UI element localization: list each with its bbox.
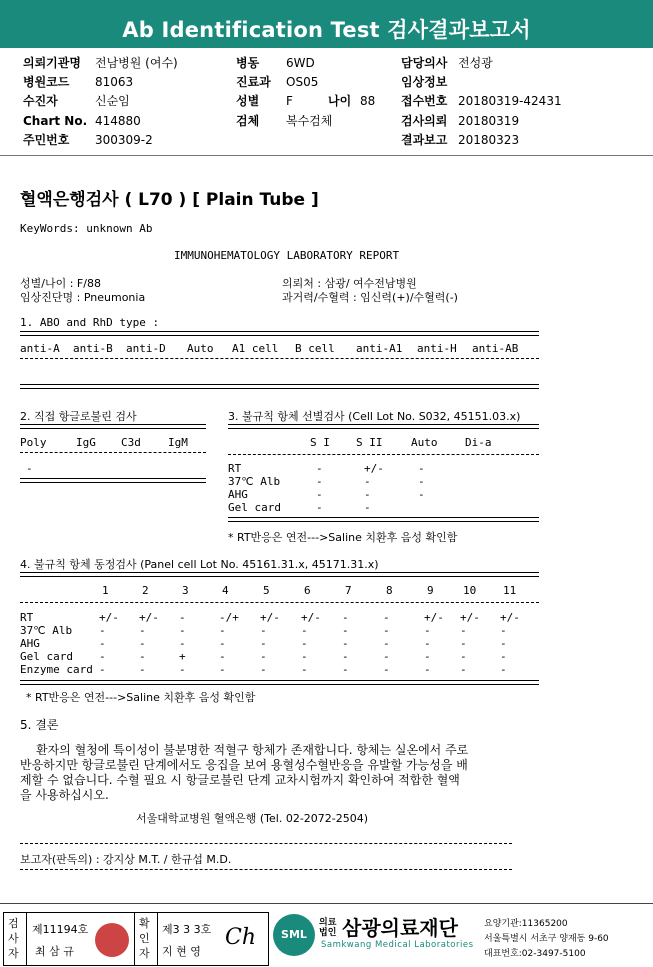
keywords: KeyWords: unknown Ab: [20, 222, 153, 235]
abo-header: anti-A: [20, 342, 60, 355]
info-value: 81063: [95, 75, 134, 89]
panel-cell: -: [219, 650, 226, 663]
panel-cell: -: [500, 624, 507, 637]
lab-title: IMMUNOHEMATOLOGY LABORATORY REPORT: [174, 249, 400, 262]
vertical-char: 자: [139, 947, 150, 960]
vertical-char: 검: [8, 917, 19, 930]
info-label: 임상정보: [401, 75, 448, 89]
panel-cell: +/-: [260, 611, 280, 624]
info-label: Chart No.: [23, 114, 88, 128]
screen-cell: -: [316, 462, 323, 475]
inspector-label: [8, 916, 20, 961]
sex-age: 성별/나이 : F/88: [20, 277, 101, 290]
panel-cell: -: [460, 624, 467, 637]
panel-header: 11: [503, 584, 517, 597]
screen-cell: -: [364, 488, 371, 501]
info-label: 병동: [236, 56, 260, 70]
info-value: 414880: [95, 114, 141, 128]
panel-cell: +/-: [301, 611, 321, 624]
conclusion-line: 반응하지만 항글로불린 단계에서도 응집을 보여 용혈성수혈반응을 유발할 가능성을 배: [20, 758, 468, 772]
hospital-contact: 서울대학교병원 혈액은행 (Tel. 02-2072-2504): [136, 812, 369, 825]
info-value: 300309-2: [95, 133, 153, 147]
dat-title: 2. 직접 항글로불린 검사: [20, 410, 137, 423]
panel-cell: -: [424, 624, 431, 637]
info-value: 전성광: [458, 56, 493, 70]
conclusion-line: 제할 수 없습니다. 수혈 필요 시 항글로불린 단계 교차시험까지 확인하여 적합한 혈액: [20, 773, 460, 787]
panel-cell: -: [342, 637, 349, 650]
dat-top-line: [20, 424, 206, 429]
panel-cell: +/-: [460, 611, 480, 624]
inspector-label-cell: [4, 913, 27, 965]
panel-row-name: RT: [20, 611, 34, 624]
panel-cell: -: [383, 650, 390, 663]
info-value: 신순임: [95, 94, 130, 108]
panel-cell: -: [99, 637, 106, 650]
panel-header: 10: [463, 584, 477, 597]
screen-title: 3. 불규칙 항체 선별검사 (Cell Lot No. S032, 45151.03.x): [228, 410, 521, 423]
panel-cell: +/-: [99, 611, 119, 624]
panel-cell: -: [460, 637, 467, 650]
corp-label: [319, 918, 336, 938]
screen-cell: -: [364, 475, 371, 488]
panel-cell: +/-: [500, 611, 520, 624]
panel-header: 4: [222, 584, 229, 597]
dat-header: C3d: [121, 436, 141, 449]
info-value: 20180323: [458, 133, 520, 147]
panel-header: 1: [102, 584, 109, 597]
panel-cell: -/+: [219, 611, 239, 624]
panel-cell: -: [460, 663, 467, 676]
panel-cell: +/-: [424, 611, 444, 624]
footer-divider: [0, 903, 653, 904]
diagnosis: 임상진단명 : Pneumonia: [20, 291, 146, 304]
info-label: 의뢰기관명: [23, 56, 81, 70]
panel-cell: -: [383, 637, 390, 650]
panel-cell: -: [301, 663, 308, 676]
section-title: 혈액은행검사 ( L70 ) [ Plain Tube ]: [20, 190, 319, 210]
age-label: 나이: [328, 94, 352, 108]
panel-cell: -: [139, 663, 146, 676]
report-header: [0, 0, 653, 48]
reporter-bottom-line: [20, 869, 512, 870]
dat-header: IgM: [168, 436, 188, 449]
conclusion-title: 5. 결론: [20, 718, 59, 732]
panel-cell: -: [179, 637, 186, 650]
history: 과거력/수혈력 : 임신력(+)/수혈력(-): [282, 291, 458, 304]
panel-cell: -: [139, 637, 146, 650]
screen-cell: -: [316, 488, 323, 501]
info-value: OS05: [286, 75, 319, 89]
abo-header: anti-D: [126, 342, 166, 355]
panel-header: 2: [142, 584, 149, 597]
inspector-number: 제11194호: [32, 923, 89, 936]
info-label: 검사의뢰: [401, 114, 448, 128]
report-title: Ab Identification Test 검사결과보고서: [122, 18, 531, 42]
reporter-top-line: [20, 843, 512, 844]
conclusion-line: 을 사용하십시오.: [20, 788, 109, 802]
abo-header: anti-A1: [356, 342, 403, 355]
info-value: 20180319: [458, 114, 520, 128]
screen-header: Di-a: [465, 436, 492, 449]
info-label: 수진자: [23, 94, 58, 108]
org-code: 요양기관:11365200: [484, 919, 568, 929]
panel-bottom-line: [20, 680, 539, 685]
panel-cell: -: [383, 611, 390, 624]
screen-cell: -: [418, 475, 425, 488]
panel-cell: -: [179, 624, 186, 637]
screen-mid-line: [228, 454, 539, 455]
screen-cell: +/-: [364, 462, 384, 475]
info-label: 진료과: [236, 75, 271, 89]
confirm-number: 제3 3 3호: [162, 923, 212, 936]
panel-row-name: Gel card: [20, 650, 73, 663]
abo-mid-line: [20, 358, 539, 359]
inspector-seal: [95, 923, 129, 957]
panel-cell: -: [342, 650, 349, 663]
panel-cell: -: [383, 624, 390, 637]
info-label: 담당의사: [401, 56, 448, 70]
screen-row-name: 37℃ Alb: [228, 475, 281, 488]
abo-top-line: [20, 331, 539, 336]
dat-mid-line: [20, 452, 206, 453]
panel-cell: -: [460, 650, 467, 663]
confirm-name: 지 현 영: [162, 945, 201, 958]
panel-title: 4. 불규칙 항체 동정검사 (Panel cell Lot No. 45161.31.x, 45171.31.x): [20, 558, 379, 571]
vertical-char: 확: [139, 917, 150, 930]
abo-title: 1. ABO and RhD type :: [20, 316, 160, 329]
panel-cell: -: [500, 663, 507, 676]
info-value: 복수검체: [286, 114, 333, 128]
corp-label-2: 법인: [319, 928, 337, 938]
company-name: 삼광의료재단: [342, 916, 458, 940]
age-value: 88: [360, 94, 376, 108]
dat-header: IgG: [76, 436, 96, 449]
panel-header: 9: [427, 584, 434, 597]
panel-cell: -: [219, 637, 226, 650]
screen-row-name: AHG: [228, 488, 248, 501]
panel-row-name: Enzyme card: [20, 663, 93, 676]
screen-header: S II: [356, 436, 383, 449]
abo-header: Auto: [187, 342, 214, 355]
abo-header: B cell: [295, 342, 335, 355]
abo-bottom-line: [20, 384, 539, 389]
panel-cell: -: [342, 624, 349, 637]
panel-cell: -: [219, 663, 226, 676]
confirm-label: [139, 916, 151, 961]
info-label: 성별: [236, 94, 260, 108]
panel-cell: -: [260, 637, 267, 650]
abo-header: anti-AB: [472, 342, 519, 355]
panel-cell: +: [179, 650, 186, 663]
screen-header: S I: [310, 436, 330, 449]
vertical-char: 인: [139, 932, 150, 945]
screen-cell: -: [364, 501, 371, 514]
panel-cell: -: [301, 624, 308, 637]
screen-header: Auto: [411, 436, 438, 449]
panel-cell: -: [260, 650, 267, 663]
inspector-name: 최 삼 규: [35, 945, 74, 958]
panel-row-name: 37℃ Alb: [20, 624, 73, 637]
confirm-label-cell: [134, 913, 158, 965]
panel-mid-line: [20, 602, 539, 603]
screen-bottom-line: [228, 517, 539, 522]
info-divider: [0, 155, 653, 156]
dat-bottom-line: [20, 478, 206, 483]
panel-cell: -: [260, 663, 267, 676]
company-phone: 대표번호:02-3497-5100: [484, 949, 586, 959]
info-label: 병원코드: [23, 75, 70, 89]
dat-result: -: [26, 462, 33, 475]
info-value: 6WD: [286, 56, 315, 70]
info-value: 전남병원 (여수): [95, 56, 178, 70]
panel-cell: -: [260, 624, 267, 637]
abo-header: anti-H: [417, 342, 457, 355]
panel-cell: -: [219, 624, 226, 637]
screen-cell: -: [316, 501, 323, 514]
signature: Ch: [225, 925, 257, 950]
screen-row-name: Gel card: [228, 501, 281, 514]
rt-note: * RT반응은 연전--->Saline 치환후 음성 확인함: [228, 531, 458, 544]
screen-cell: -: [418, 462, 425, 475]
panel-cell: -: [301, 637, 308, 650]
company-en: Samkwang Medical Laboratories: [321, 940, 474, 950]
panel-cell: -: [179, 663, 186, 676]
panel-cell: -: [99, 663, 106, 676]
panel-cell: -: [99, 624, 106, 637]
info-label: 검체: [236, 114, 260, 128]
panel-cell: -: [139, 624, 146, 637]
info-label: 결과보고: [401, 133, 448, 147]
panel-cell: -: [139, 650, 146, 663]
info-label: 접수번호: [401, 94, 448, 108]
company-address: 서울특별시 서초구 양재동 9-60: [484, 934, 609, 944]
panel-cell: -: [99, 650, 106, 663]
abo-header: A1 cell: [232, 342, 279, 355]
signature-box: [3, 912, 269, 966]
screen-cell: -: [418, 488, 425, 501]
panel-cell: -: [342, 663, 349, 676]
reporter: 보고자(판독의) : 강지상 M.T. / 한규섭 M.D.: [20, 853, 232, 866]
panel-row-name: AHG: [20, 637, 40, 650]
info-label: 주민번호: [23, 133, 70, 147]
panel-cell: -: [500, 650, 507, 663]
panel-cell: -: [179, 611, 186, 624]
panel-cell: -: [342, 611, 349, 624]
panel-cell: +/-: [139, 611, 159, 624]
screen-cell: -: [316, 475, 323, 488]
panel-header: 7: [345, 584, 352, 597]
panel-cell: -: [424, 650, 431, 663]
panel-header: 5: [263, 584, 270, 597]
info-value: F: [286, 94, 293, 108]
screen-top-line: [228, 424, 539, 429]
abo-header: anti-B: [73, 342, 113, 355]
rt-note-2: * RT반응은 연전--->Saline 치환후 음성 확인함: [26, 691, 256, 704]
panel-header: 8: [386, 584, 393, 597]
panel-cell: -: [500, 637, 507, 650]
vertical-char: 사: [8, 932, 19, 945]
panel-cell: -: [424, 637, 431, 650]
conclusion-line: 환자의 혈청에 특이성이 불분명한 적혈구 항체가 존재합니다. 항체는 실온에서 주로: [36, 743, 469, 757]
screen-row-name: RT: [228, 462, 242, 475]
vertical-char: 자: [8, 947, 19, 960]
panel-top-line: [20, 572, 539, 577]
corp-label-1: 의료: [319, 918, 337, 928]
panel-cell: -: [301, 650, 308, 663]
panel-header: 6: [304, 584, 311, 597]
requester: 의뢰처 : 삼광/ 여수전남병원: [282, 277, 417, 290]
panel-cell: -: [424, 663, 431, 676]
info-value: 20180319-42431: [458, 94, 562, 108]
panel-cell: -: [383, 663, 390, 676]
dat-header: Poly: [20, 436, 47, 449]
company-logo-icon: SML: [273, 914, 315, 956]
panel-header: 3: [182, 584, 189, 597]
